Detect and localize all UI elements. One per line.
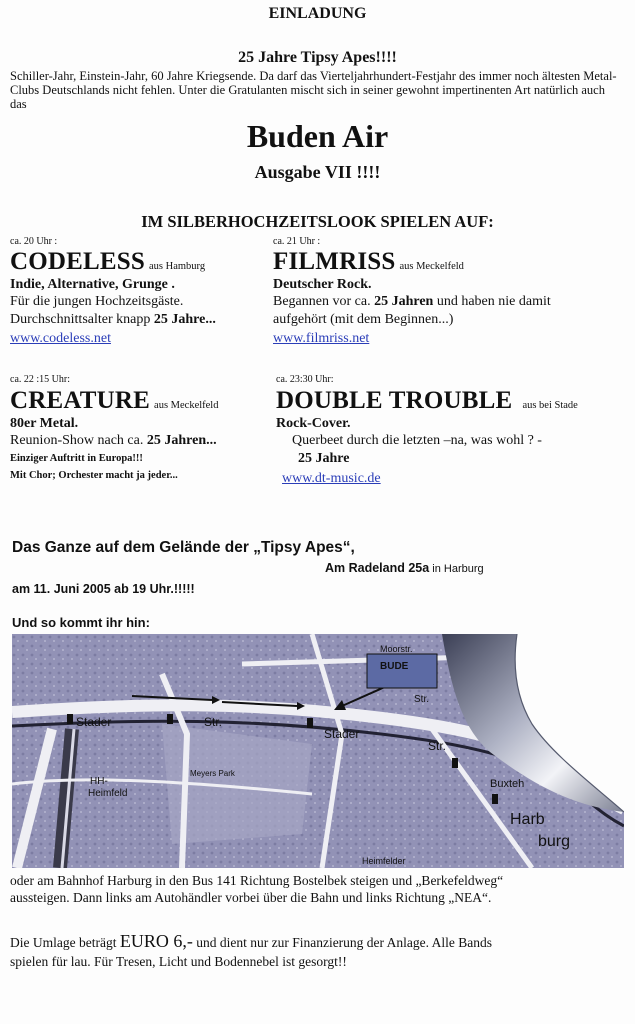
band-genre: Rock-Cover.	[276, 416, 351, 431]
map-label: Moorstr.	[380, 644, 413, 654]
lineup-heading: IM SILBERHOCHZEITSLOOK SPIELEN AUF:	[141, 212, 494, 231]
footer-line-2: aussteigen. Dann links am Autohändler vorbei über die Bahn und links Richtung „NEA“.	[10, 890, 492, 905]
band-note: Mit Chor; Orchester macht ja jeder...	[10, 470, 178, 481]
band-desc: 25 Jahre	[298, 451, 350, 466]
band-desc: aufgehört (mit dem Beginnen...)	[273, 312, 454, 327]
footer-line-1: oder am Bahnhof Harburg in den Bus 141 Richtung Bostelbek steigen und „Berkefeldweg“	[10, 873, 504, 888]
band-link[interactable]: www.filmriss.net	[273, 331, 370, 346]
band-name: CREATURE	[10, 387, 151, 414]
map-label: Str.	[428, 739, 447, 753]
venue-line: Das Ganze auf dem Gelände der „Tipsy Apes“,	[12, 539, 355, 556]
bude-label: BUDE	[380, 661, 409, 672]
band-double-trouble	[276, 374, 626, 488]
band-genre: Indie, Alternative, Grunge .	[10, 277, 175, 292]
band-link[interactable]: www.dt-music.de	[282, 471, 381, 486]
band-time: ca. 20 Uhr :	[10, 236, 58, 247]
band-codeless	[10, 236, 260, 348]
stop-marker	[167, 714, 173, 724]
band-origin: aus bei Stade	[522, 400, 578, 411]
heading: EINLADUNG	[268, 5, 367, 22]
date-line: am 11. Juni 2005 ab 19 Uhr.!!!!!	[12, 582, 195, 596]
map-label: Harb	[510, 811, 545, 828]
map-label: Stader	[76, 715, 112, 729]
band-origin: aus Meckelfeld	[399, 261, 464, 272]
band-name: FILMRISS	[273, 248, 396, 275]
map-label: Heimfeld	[88, 788, 128, 799]
band-note: Einziger Auftritt in Europa!!!	[10, 453, 143, 464]
map-label: HH-	[90, 776, 108, 787]
band-time: ca. 23:30 Uhr:	[276, 374, 334, 385]
map-label: Heimfelder	[362, 856, 406, 866]
venue-address: Am Radeland 25a in Harburg	[325, 561, 484, 575]
edition: Ausgabe VII !!!!	[254, 162, 381, 182]
stop-marker	[67, 714, 73, 724]
map-label: Buxteh	[490, 778, 525, 790]
band-genre: Deutscher Rock.	[273, 277, 372, 292]
price-amount: EURO 6,-	[119, 931, 193, 951]
band-filmriss	[273, 236, 623, 348]
band-desc: Querbeet durch die letzten –na, was wohl ? -	[292, 433, 542, 448]
band-desc: Begannen vor ca. 25 Jahren und haben nie damit	[273, 294, 551, 309]
band-creature	[10, 374, 270, 484]
band-origin: aus Hamburg	[149, 261, 206, 272]
stop-marker	[307, 718, 313, 728]
band-link[interactable]: www.codeless.net	[10, 331, 111, 346]
band-name: DOUBLE TROUBLE	[276, 387, 513, 414]
band-time: ca. 22 :15 Uhr:	[10, 374, 70, 385]
map-label: burg	[538, 833, 571, 850]
street-map[interactable]	[12, 634, 624, 868]
band-desc: Reunion-Show nach ca. 25 Jahren...	[10, 433, 217, 448]
map-label: Stader	[324, 727, 360, 741]
map-label: Meyers Park	[190, 769, 235, 778]
event-title: Buden Air	[246, 118, 389, 154]
intro-text: Schiller-Jahr, Einstein-Jahr, 60 Jahre Kriegsende. Da darf das Vierteljahrhundert-Festjahr des immer noch ältesten Metal-Clubs Deutschlands nicht fehlen. Unter die Gratulanten mischt sich in seiner gewohnt impertinenten Art natürlich auch das	[10, 69, 617, 111]
band-name: CODELESS	[10, 248, 145, 275]
subtitle: 25 Jahre Tipsy Apes!!!!	[238, 49, 397, 66]
band-desc: Für die jungen Hochzeitsgäste.	[10, 294, 184, 309]
stop-marker	[452, 758, 458, 768]
map-label: Str.	[414, 694, 430, 705]
band-desc: Durchschnittsalter knapp 25 Jahre...	[10, 312, 216, 327]
price-line: Die Umlage beträgt EURO 6,- und dient nur zur Finanzierung der Anlage. Alle Bands	[10, 931, 493, 951]
band-origin: aus Meckelfeld	[154, 400, 219, 411]
price-line-2: spielen für lau. Für Tresen, Licht und Bodennebel ist gesorgt!!	[10, 954, 347, 969]
band-time: ca. 21 Uhr :	[273, 236, 321, 247]
band-genre: 80er Metal.	[10, 416, 79, 431]
stop-marker	[492, 794, 498, 804]
map-label: Str.	[204, 715, 223, 729]
directions-heading: Und so kommt ihr hin:	[12, 615, 150, 630]
